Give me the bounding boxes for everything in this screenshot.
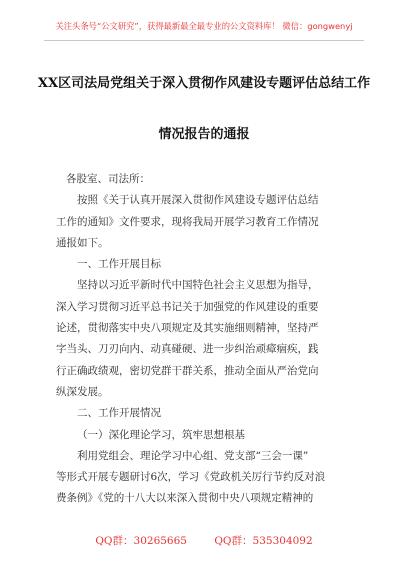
subsection-heading: （一）深化理论学习，筑牢思想根基: [77, 428, 245, 441]
section-heading: 二、工作开展情况: [77, 407, 161, 420]
body-line: 坚持以习近平新时代中国特色社会主义思想为指导，: [77, 279, 319, 292]
header-divider: [44, 40, 364, 41]
section-heading: 一、工作开展目标: [77, 258, 161, 271]
body-line: 纵深发展。: [56, 385, 109, 398]
body-line: 按照《关于认真开展深入贯彻作风建设专题评估总结: [77, 194, 319, 207]
document-title-line-2: 情况报告的通报: [158, 127, 250, 142]
body-line: 等形式开展专题研讨6次，学习《党政机关厉行节约反对浪: [56, 471, 326, 484]
body-line: 费条例》《党的十八大以来深入贯彻中央八项规定精神的: [56, 492, 314, 505]
salutation: 各股室、司法所：: [66, 173, 150, 185]
header-banner: 关注头条号“公文研究”，获得最新最全最专业的公文资料库！ 微信：gongwenyj: [55, 21, 353, 31]
body-line: 深入学习贯彻习近平总书记关于加强党的作风建设的重要: [56, 300, 319, 313]
document-title-line-1: XX区司法局党组关于深入贯彻作风建设专题评估总结工作: [37, 76, 371, 91]
body-line: 通报如下。: [56, 236, 109, 249]
footer-qq-group-1: QQ群：30265665: [95, 535, 187, 547]
body-line: 行正确政绩观，密切党群干群关系，推动全面从严治党向: [56, 364, 319, 377]
body-line: 利用党组会、理论学习中心组、党支部“三会一课”: [77, 449, 309, 462]
footer-contacts: [0, 533, 408, 548]
document-body: [56, 169, 356, 510]
footer-qq-group-2: QQ群：535304092: [214, 535, 313, 547]
body-line: 工作的通知》文件要求，现将我局开展学习教育工作情况: [56, 215, 319, 228]
body-line: 字当头、刀刃向内、动真碰硬、进一步纠治顽瘴痼疾，践: [56, 343, 319, 356]
body-line: 论述，贯彻落实中央八项规定及其实施细则精神，坚持严: [56, 322, 319, 335]
